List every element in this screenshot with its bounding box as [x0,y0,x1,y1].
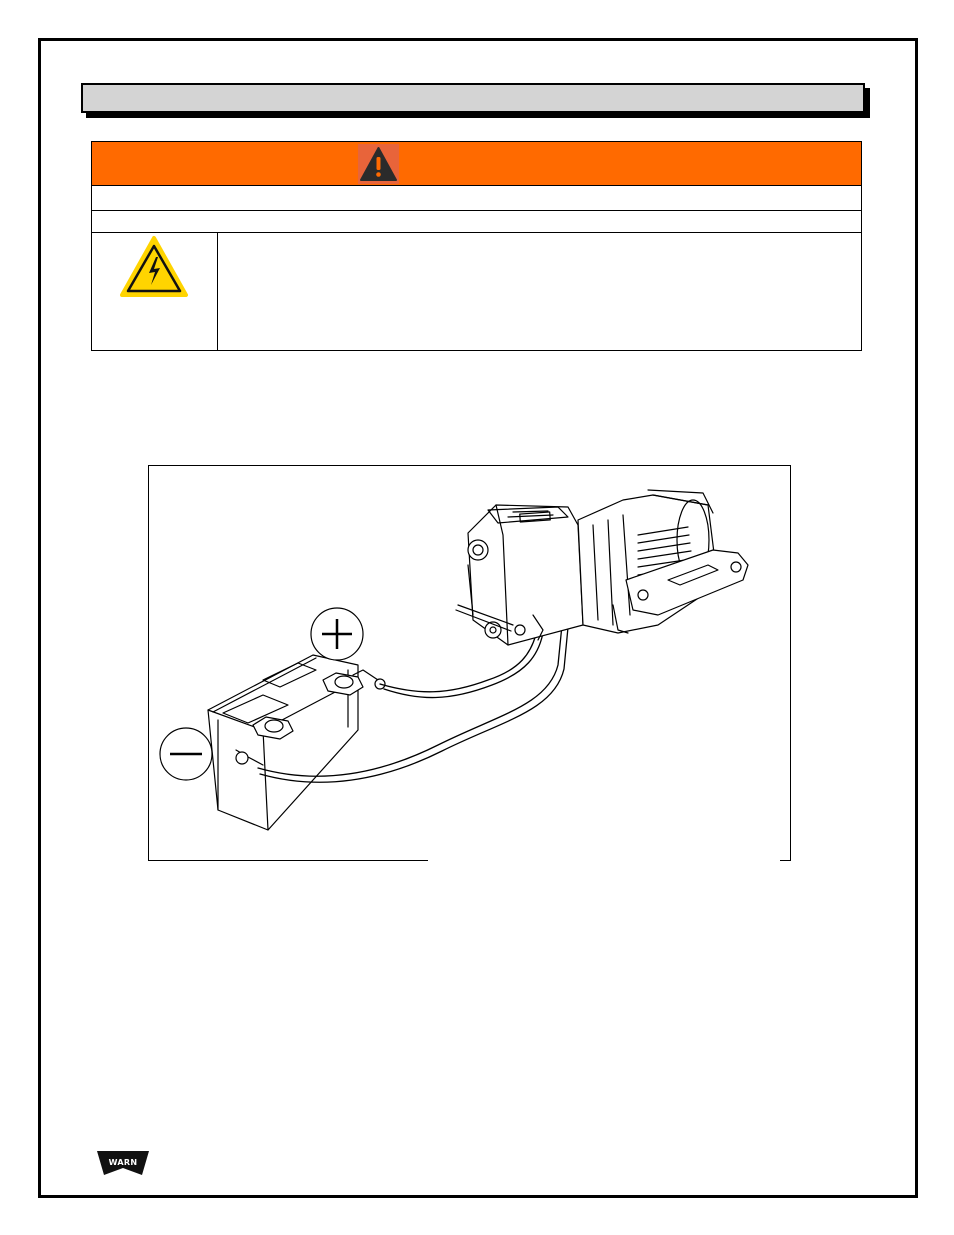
warning-icon-cell [92,233,218,351]
diagram-frame-bottom-right [780,860,791,861]
exclamation-warning-icon [358,144,399,184]
warning-header [92,142,861,186]
warn-logo [97,1151,149,1176]
winch-motor [456,505,583,645]
warning-table [91,141,862,351]
winch-battery-wiring-diagram [148,465,791,860]
electrical-hazard-icon [119,235,189,299]
plus-icon [311,608,363,660]
section-title-bar [81,83,865,113]
warning-signal-row-divider [92,210,861,211]
diagram-frame-bottom-left [148,860,428,861]
minus-icon [160,728,212,780]
warn-logo-text: WARN [108,1158,138,1167]
